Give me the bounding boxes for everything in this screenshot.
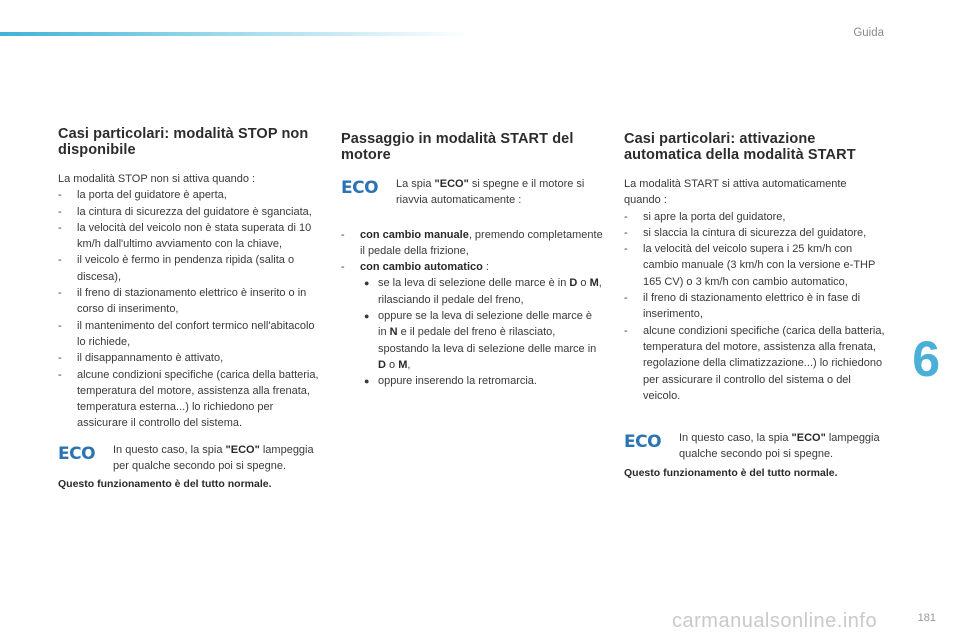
list-item: - con cambio automatico : bbox=[341, 259, 603, 275]
bullet-mark: ● bbox=[364, 376, 370, 387]
dash-mark: - bbox=[58, 189, 62, 202]
bullet-mark: ● bbox=[364, 278, 370, 289]
dash-mark: - bbox=[58, 368, 62, 381]
header-accent-bar bbox=[0, 32, 470, 36]
list-item: - con cambio manuale, premendo completamente il pedale della frizione, bbox=[341, 228, 603, 257]
list-item: - alcune condizioni specifiche (carica della batteria, temperatura del motore, assistenza alla frenata, regolazione della climatizzazione...) lo richiedono per assicurare il controllo del sistema o del veicolo. bbox=[624, 324, 885, 402]
bullet-mark: ● bbox=[364, 311, 370, 322]
col1-footer-note: Questo funzionamento è del tutto normale. bbox=[58, 478, 272, 491]
list-item: - il disappannamento è attivato, bbox=[58, 350, 320, 366]
dash-mark: - bbox=[624, 210, 628, 223]
column-start-auto bbox=[624, 131, 886, 479]
dash-mark: - bbox=[341, 228, 345, 241]
col3-title: Casi particolari: attivazione automatica della modalità START bbox=[624, 131, 856, 163]
list-item: - la porta del guidatore è aperta, bbox=[58, 187, 320, 203]
col1-eco-note: ECO In questo caso, la spia "ECO" lampeggia per qualche secondo poi si spegne. bbox=[58, 443, 314, 473]
list-item: - si slaccia la cintura di sicurezza del guidatore, bbox=[624, 225, 886, 241]
list-item: - la cintura di sicurezza del guidatore è sganciata, bbox=[58, 204, 320, 220]
dash-mark: - bbox=[624, 226, 628, 239]
eco-icon: ECO bbox=[341, 178, 379, 198]
list-item: - la velocità del veicolo supera i 25 km/h con cambio manuale (3 km/h con la versione e-THP 165 CV) o 3 km/h con cambio automatico, bbox=[624, 243, 876, 288]
section-label: Guida bbox=[853, 27, 884, 39]
col2-eco-note: ECO La spia "ECO" si spegne e il motore si riavvia automaticamente : bbox=[341, 178, 585, 207]
list-item: - alcune condizioni specifiche (carica della batteria, temperatura del motore, assistenza alla frenata, temperatura esterna...) lo richiedono per assicurare il controllo del sistema. bbox=[58, 368, 319, 430]
list-item: - il veicolo è fermo in pendenza ripida (salita o discesa), bbox=[58, 254, 295, 283]
column-start-mode bbox=[341, 131, 603, 390]
list-item: - il mantenimento del confort termico nell'abitacolo lo richiede, bbox=[58, 319, 315, 348]
list-item: ● oppure inserendo la retromarcia. bbox=[341, 373, 603, 389]
chapter-number: 6 bbox=[912, 331, 940, 387]
list-item: ● oppure se la leva di selezione delle marce è in N e il pedale del freno è rilasciato, spostando la leva di selezione delle marce in D o M, bbox=[364, 310, 597, 371]
watermark: carmanualsonline.info bbox=[672, 610, 878, 632]
page-number: 181 bbox=[917, 612, 936, 624]
list-item: - la velocità del veicolo non è stata superata di 10 km/h dall'ultimo avviamento con la chiave, bbox=[58, 221, 312, 251]
dash-mark: - bbox=[58, 205, 62, 218]
eco-icon: ECO bbox=[58, 443, 96, 464]
list-item: - il freno di stazionamento elettrico è inserito o in corso di inserimento, bbox=[58, 287, 307, 316]
col3-list bbox=[624, 209, 886, 405]
dash-mark: - bbox=[58, 254, 62, 267]
col3-footer-note: Questo funzionamento è del tutto normale. bbox=[624, 466, 838, 479]
dash-mark: - bbox=[58, 352, 62, 365]
dash-mark: - bbox=[624, 324, 628, 337]
column-stop-unavailable bbox=[58, 126, 320, 490]
dash-mark: - bbox=[58, 287, 62, 300]
col1-list bbox=[58, 187, 320, 431]
dash-mark: - bbox=[341, 261, 345, 274]
list-item: - si apre la porta del guidatore, bbox=[624, 209, 886, 225]
col3-eco-note: ECO In questo caso, la spia "ECO" lampeggia qualche secondo poi si spegne. bbox=[624, 432, 880, 461]
list-item: - il freno di stazionamento elettrico è in fase di inserimento, bbox=[624, 292, 861, 321]
eco-icon: ECO bbox=[624, 432, 662, 453]
col2-title: Passaggio in modalità START del motore bbox=[341, 131, 574, 163]
dash-mark: - bbox=[58, 319, 62, 332]
col1-intro: La modalità STOP non si attiva quando : bbox=[58, 173, 256, 185]
col1-title: Casi particolari: modalità STOP non disponibile bbox=[58, 126, 309, 158]
col3-intro: La modalità START si attiva automaticamente quando : bbox=[624, 178, 847, 207]
list-item: ● se la leva di selezione delle marce è in D o M, rilasciando il pedale del freno, bbox=[364, 277, 602, 306]
dash-mark: - bbox=[624, 292, 628, 305]
dash-mark: - bbox=[624, 243, 628, 256]
dash-mark: - bbox=[58, 221, 62, 234]
